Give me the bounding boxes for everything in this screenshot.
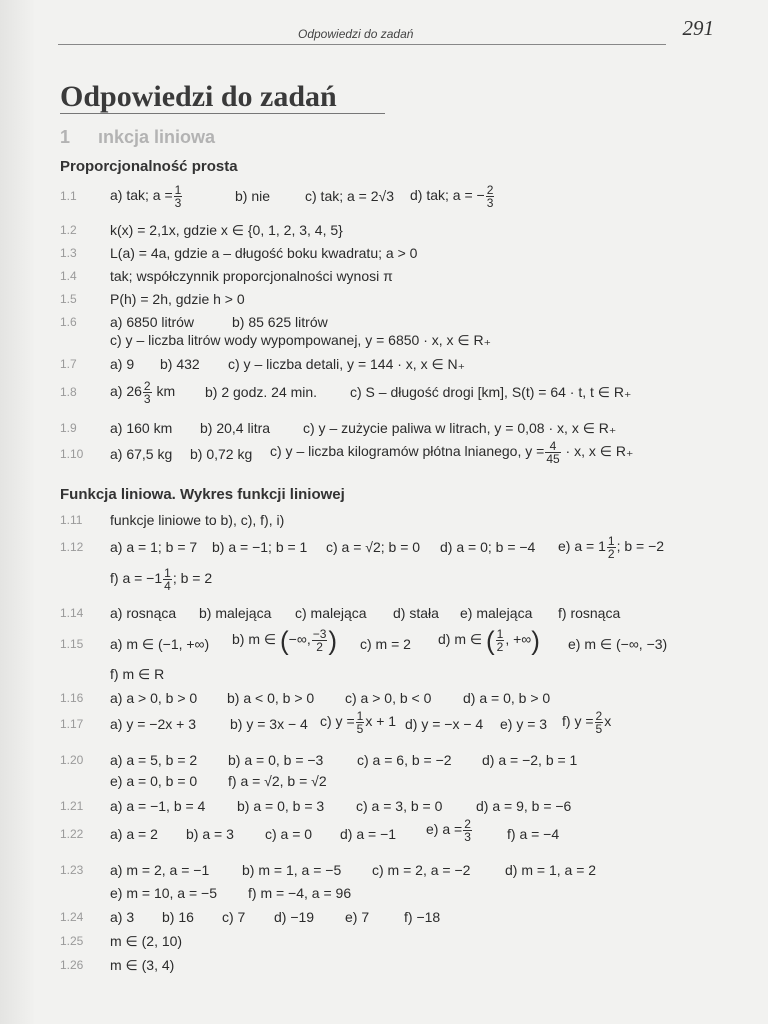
answer-text: a) 26 [110, 383, 142, 400]
answer-d: d) m = 1, a = 2 [505, 862, 597, 878]
chapter-rule [60, 113, 385, 114]
answer-b: b) a = 0, b = 3 [237, 798, 325, 814]
answer-f [110, 567, 212, 592]
answer-a: a) a = 5, b = 2 [110, 752, 198, 768]
subsection-heading: Proporcjonalność prosta [60, 158, 238, 175]
answer-text: ; b = −2 [616, 538, 665, 555]
answer-c: c) a = √2; b = 0 [326, 539, 421, 555]
answer-a: a) rosnąca [110, 605, 177, 621]
subsection-heading: Funkcja liniowa. Wykres funkcji liniowej [60, 486, 345, 503]
answer-e: e) a = 0, b = 0 [110, 773, 198, 789]
answer-number: 1.16 [60, 691, 84, 705]
answer-number: 1.3 [60, 246, 77, 260]
close-paren: ) [328, 625, 338, 656]
numerator: 2 [595, 709, 603, 723]
answer-b: b) 2 godz. 24 min. [205, 384, 318, 400]
answer-d [438, 625, 540, 656]
numerator: 1 [174, 183, 182, 197]
answer-e [426, 818, 473, 843]
denominator: 3 [174, 196, 182, 210]
fraction [163, 567, 172, 592]
answer-text: d) tak; a = − [410, 187, 485, 204]
answer-number: 1.5 [60, 292, 77, 306]
answer-d: d) a = −2, b = 1 [482, 752, 578, 768]
fraction [607, 535, 616, 560]
denominator: 3 [486, 196, 494, 210]
answer-c: c) S – długość drogi [km], S(t) = 64 · t, t ∈ R₊ [350, 384, 632, 400]
answer-e: e) y = 3 [500, 716, 548, 732]
answer-b: b) 0,72 kg [190, 446, 253, 462]
answer-a: a) 3 [110, 909, 135, 925]
answer-c: c) 7 [222, 909, 246, 925]
fraction [356, 710, 365, 735]
answer-number: 1.11 [60, 513, 83, 527]
answer-e: e) m = 10, a = −5 [110, 885, 218, 901]
answer-c: c) y – liczba litrów wody wypompowanej, y = 6850 · x, x ∈ R₊ [110, 332, 492, 348]
answer-text: m ∈ (3, 4) [110, 957, 175, 973]
section-number: 1 [60, 127, 71, 147]
fraction [312, 628, 328, 653]
answer-text: P(h) = 2h, gdzie h > 0 [110, 291, 245, 307]
answer-c: c) y – liczba detali, y = 144 · x, x ∈ N₊ [228, 356, 466, 372]
numerator: 1 [607, 534, 615, 548]
answer-a: a) a = 2 [110, 826, 158, 842]
answer-a [110, 184, 183, 209]
answer-number: 1.8 [60, 385, 77, 399]
answer-number: 1.1 [60, 189, 77, 203]
numerator: 1 [356, 709, 364, 723]
answer-c: c) a = 6, b = −2 [357, 752, 452, 768]
answer-number: 1.7 [60, 357, 77, 371]
answer-text: d) m ∈ [438, 631, 483, 648]
answer-c: c) a = 0 [265, 826, 313, 842]
answer-text: · x, x ∈ R₊ [561, 443, 634, 460]
answer-d: d) −19 [274, 909, 315, 925]
answer-c [320, 710, 396, 735]
header-title: Odpowiedzi do zadań [298, 27, 414, 41]
answer-number: 1.21 [60, 799, 84, 813]
denominator: 5 [595, 722, 603, 736]
answer-f: f) −18 [404, 909, 441, 925]
fraction [486, 184, 495, 209]
answer-text: b) m ∈ [232, 631, 277, 648]
fraction [143, 380, 152, 405]
answer-text: k(x) = 2,1x, gdzie x ∈ {0, 1, 2, 3, 4, 5} [110, 222, 343, 238]
answer-text: x + 1 [365, 713, 397, 730]
answer-c [270, 440, 633, 465]
answer-text: −∞, [288, 631, 311, 648]
answer-b: b) y = 3x − 4 [230, 716, 308, 732]
close-paren: ) [531, 625, 540, 656]
answer-d: d) stała [393, 605, 439, 621]
answer-a: a) a = −1, b = 4 [110, 798, 206, 814]
answer-f: f) m = −4, a = 96 [248, 885, 352, 901]
answer-text: c) y – liczba kilogramów płótna lnianego, y = [270, 443, 545, 460]
answer-text: L(a) = 4a, gdzie a – długość boku kwadratu; a > 0 [110, 245, 418, 261]
answer-text: x [604, 713, 612, 730]
answer-b: b) 432 [160, 356, 200, 372]
answer-c: c) m = 2 [360, 636, 411, 652]
answer-d: d) a = −1 [340, 826, 397, 842]
denominator: 3 [464, 830, 471, 844]
answer-e: e) malejąca [460, 605, 533, 621]
answer-text: e) a = [426, 821, 463, 838]
fraction [463, 818, 472, 843]
answer-text: f) a = −1 [110, 570, 163, 587]
answer-number: 1.9 [60, 421, 77, 435]
answer-b: b) a = 3 [186, 826, 234, 842]
page-number: 291 [682, 16, 714, 40]
denominator: 2 [496, 640, 504, 654]
answer-text: , +∞ [505, 631, 532, 648]
answer-b [232, 625, 338, 656]
answer-b: b) a = −1; b = 1 [212, 539, 308, 555]
answer-a: a) a > 0, b > 0 [110, 690, 198, 706]
answer-b: b) 85 625 litrów [232, 314, 328, 330]
answer-b: b) 16 [162, 909, 194, 925]
fraction [595, 710, 604, 735]
numerator: 1 [164, 566, 171, 580]
denominator: 4 [164, 579, 171, 593]
numerator: −3 [312, 627, 327, 641]
answer-text: km [152, 383, 176, 400]
denominator: 45 [546, 452, 560, 466]
answer-number: 1.14 [60, 606, 84, 620]
answer-text: f) y = [562, 713, 594, 730]
numerator: 2 [143, 379, 151, 393]
answer-text: a) tak; a = [110, 187, 173, 204]
answer-number: 1.2 [60, 223, 77, 237]
open-paren: ( [279, 625, 289, 656]
answer-b: b) 20,4 litra [200, 420, 271, 436]
answer-a: a) m = 2, a = −1 [110, 862, 210, 878]
answer-a: a) a = 1; b = 7 [110, 539, 198, 555]
answer-e: e) 7 [345, 909, 370, 925]
answer-b: b) a < 0, b > 0 [227, 690, 315, 706]
answer-a: a) m ∈ (−1, +∞) [110, 636, 210, 652]
denominator: 3 [143, 392, 151, 406]
numerator: 1 [496, 627, 504, 641]
numerator: 2 [486, 183, 494, 197]
answer-number: 1.12 [60, 540, 84, 554]
answer-b: b) malejąca [199, 605, 272, 621]
answer-e: e) m ∈ (−∞, −3) [568, 636, 668, 652]
fraction [496, 628, 505, 653]
denominator: 2 [316, 640, 323, 654]
answer-number: 1.4 [60, 269, 77, 283]
denominator: 2 [607, 547, 615, 561]
page-gutter [0, 0, 34, 1024]
answer-number: 1.17 [60, 717, 84, 731]
section-title: ınkcja liniowa [98, 127, 216, 147]
answer-f: f) m ∈ R [110, 666, 165, 682]
answer-a [110, 380, 175, 405]
answer-number: 1.23 [60, 863, 84, 877]
answer-number: 1.20 [60, 753, 84, 767]
answer-f: f) rosnąca [558, 605, 621, 621]
open-paren: ( [485, 625, 495, 656]
answer-text: ; b = 2 [172, 570, 213, 587]
answer-a: a) 67,5 kg [110, 446, 173, 462]
answer-e [558, 535, 664, 560]
answer-number: 1.6 [60, 315, 77, 329]
answer-text: m ∈ (2, 10) [110, 933, 183, 949]
answer-d [410, 184, 495, 209]
answer-number: 1.10 [60, 447, 84, 461]
answer-text: tak; współczynnik proporcjonalności wynosi π [110, 268, 393, 284]
answer-d: d) a = 0; b = −4 [440, 539, 536, 555]
numerator: 2 [464, 817, 471, 831]
answer-text: e) a = 1 [558, 538, 606, 555]
denominator: 5 [356, 722, 364, 736]
section-heading [60, 127, 215, 148]
answer-b: b) m = 1, a = −5 [242, 862, 342, 878]
answer-f: f) a = √2, b = √2 [228, 773, 327, 789]
fraction [545, 440, 560, 465]
chapter-title: Odpowiedzi do zadań [60, 80, 337, 113]
answer-d: d) a = 0, b > 0 [463, 690, 551, 706]
running-header [58, 14, 714, 44]
answer-a: a) y = −2x + 3 [110, 716, 196, 732]
fraction [174, 184, 183, 209]
header-rule [58, 44, 666, 45]
answer-number: 1.24 [60, 910, 84, 924]
answer-number: 1.25 [60, 934, 84, 948]
answer-f [562, 710, 611, 735]
answer-number: 1.15 [60, 637, 84, 651]
answer-c: c) malejąca [295, 605, 367, 621]
answer-c: c) a > 0, b < 0 [345, 690, 432, 706]
answer-b: b) a = 0, b = −3 [228, 752, 324, 768]
answer-d: d) y = −x − 4 [405, 716, 484, 732]
answer-f: f) a = −4 [507, 826, 560, 842]
answer-text: c) y = [320, 713, 355, 730]
numerator: 4 [545, 440, 560, 453]
answer-c: c) tak; a = 2√3 [305, 188, 395, 204]
answer-a: a) 6850 litrów [110, 314, 195, 330]
answer-a: a) 9 [110, 356, 135, 372]
answer-number: 1.22 [60, 827, 84, 841]
answer-b: b) nie [235, 188, 271, 204]
answer-a: a) 160 km [110, 420, 173, 436]
answer-c: c) y – zużycie paliwa w litrach, y = 0,08 · x, x ∈ R₊ [303, 420, 617, 436]
answer-c: c) m = 2, a = −2 [372, 862, 471, 878]
answer-d: d) a = 9, b = −6 [476, 798, 572, 814]
answer-c: c) a = 3, b = 0 [356, 798, 443, 814]
answer-text: funkcje liniowe to b), c), f), i) [110, 512, 285, 528]
answer-number: 1.26 [60, 958, 84, 972]
